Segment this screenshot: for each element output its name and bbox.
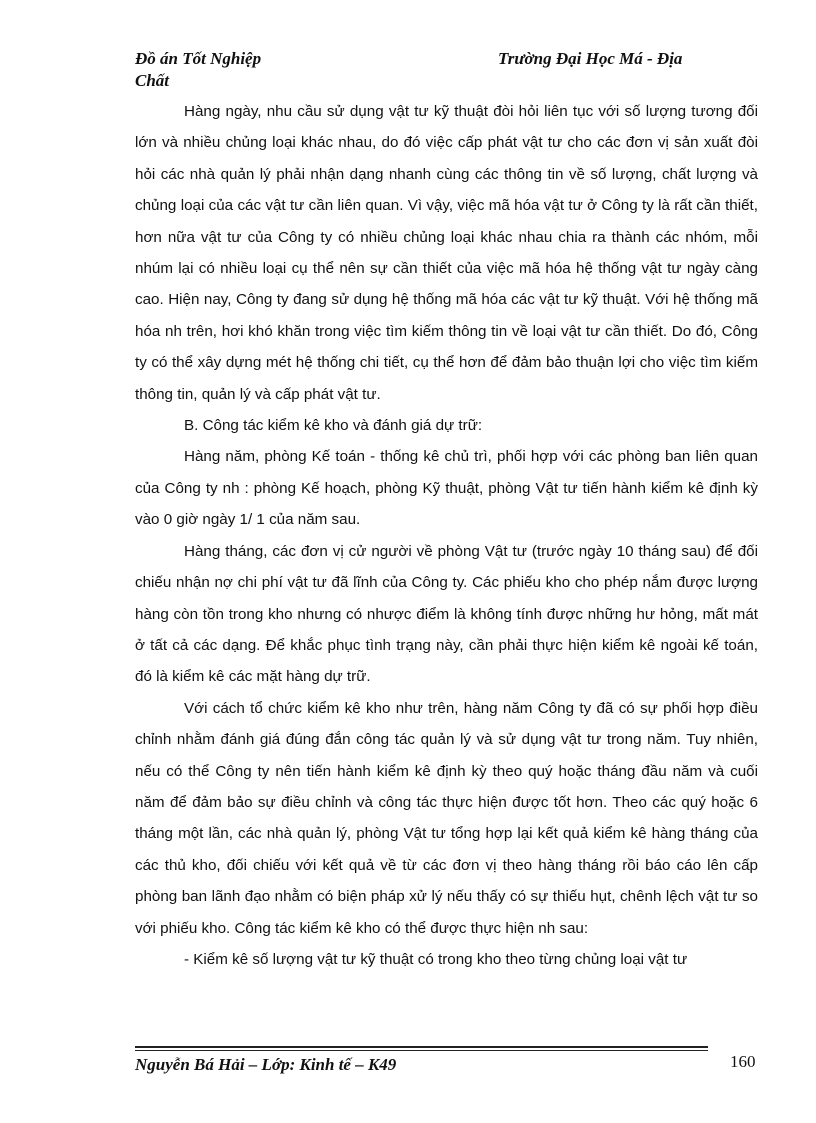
footer-author: Nguyễn Bá Hải – Lớp: Kinh tế – K49 — [135, 1055, 397, 1074]
paragraph: Với cách tổ chức kiểm kê kho như trên, hàng năm Công ty đã có sự phối hợp điều chỉnh nhằm đánh giá đúng đắn công tác quản lý và sử dụng vật tư trong năm. Tuy nhiên, nếu có thể Công ty nên tiến hành kiểm kê định kỳ theo quý hoặc tháng đầu năm và cuối năm để đảm bảo sự điều chỉnh và công tác thực hiện được tốt hơn. Theo các quý hoặc 6 tháng một lần, các nhà quản lý, phòng Vật tư tổng hợp lại kết quả kiểm kê hàng tháng của các thủ kho, đối chiếu với kết quả về từ các đơn vị theo hàng tháng rồi báo cáo lên cấp phòng ban lãnh đạo nhằm có biện pháp xử lý nếu thấy có sự thiếu hụt, chênh lệch vật tư so với phiếu kho. Công tác kiểm kê kho có thể được thực hiện nh sau: — [135, 699, 758, 937]
header-left-line2: Chất — [135, 71, 170, 90]
document-body — [135, 96, 758, 975]
paragraph: Hàng tháng, các đơn vị cử người về phòng Vật tư (trước ngày 10 tháng sau) để đối chiếu nhận nợ chi phí vật tư đã lĩnh của Công ty. Các phiếu kho cho phép nắm được lượng hàng còn tồn trong kho nhưng có nhược điểm là không tính được những hư hỏng, mất mát ở tất cả các dạng. Để khắc phục tình trạng này, cần phải thực hiện kiểm kê ngoài kế toán, đó là kiểm kê các mặt hàng dự trữ. — [135, 542, 758, 686]
list-item: - Kiểm kê số lượng vật tư kỹ thuật có trong kho theo từng chủng loại vật tư — [184, 950, 688, 968]
header-right: Trường Đại Học Má - Địa — [498, 49, 683, 68]
footer-rule — [135, 1046, 708, 1048]
paragraph: Hàng năm, phòng Kế toán - thống kê chủ trì, phối hợp với các phòng ban liên quan của Công ty nh : phòng Kế hoạch, phòng Kỹ thuật, phòng Vật tư tiến hành kiểm kê định kỳ vào 0 giờ ngày 1/ 1 của năm sau. — [135, 448, 758, 529]
header-left-line1: Đồ án Tốt Nghiệp — [135, 49, 262, 68]
paragraph: Hàng ngày, nhu cầu sử dụng vật tư kỹ thuật đòi hỏi liên tục với số lượng tương đối lớn và nhiều chủng loại khác nhau, do đó việc cấp phát vật tư cho các đơn vị sản xuất đòi hỏi các nhà quản lý phải nhận dạng nhanh cùng các thông tin về số lượng, chất lượng và chủng loại của các vật tư cần liên quan. Vì vậy, việc mã hóa vật tư ở Công ty là rất cần thiết, hơn nữa vật tư của Công ty có nhiều chủng loại khác nhau chia ra thành các nhóm, mỗi nhúm lại có nhiều loại cụ thể nên sự cần thiết của việc mã hóa hệ thống vật tư ngày càng cao. Hiện nay, Công ty đang sử dụng hệ thống mã hóa các vật tư kỹ thuật. Với hệ thống mã hóa nh trên, hơi khó khăn trong việc tìm kiếm thông tin về loại vật tư cần thiết. Do đó, Công ty có thể xây dựng mét hệ thống chi tiết, cụ thể hơn để đảm bảo thuận lợi cho việc tìm kiếm thông tin, quản lý và cấp phát vật tư. — [135, 103, 758, 403]
page-number: 160 — [730, 1052, 756, 1071]
section-heading: B. Công tác kiểm kê kho và đánh giá dự trữ: — [184, 417, 483, 435]
footer-rule-thin — [135, 1050, 708, 1051]
